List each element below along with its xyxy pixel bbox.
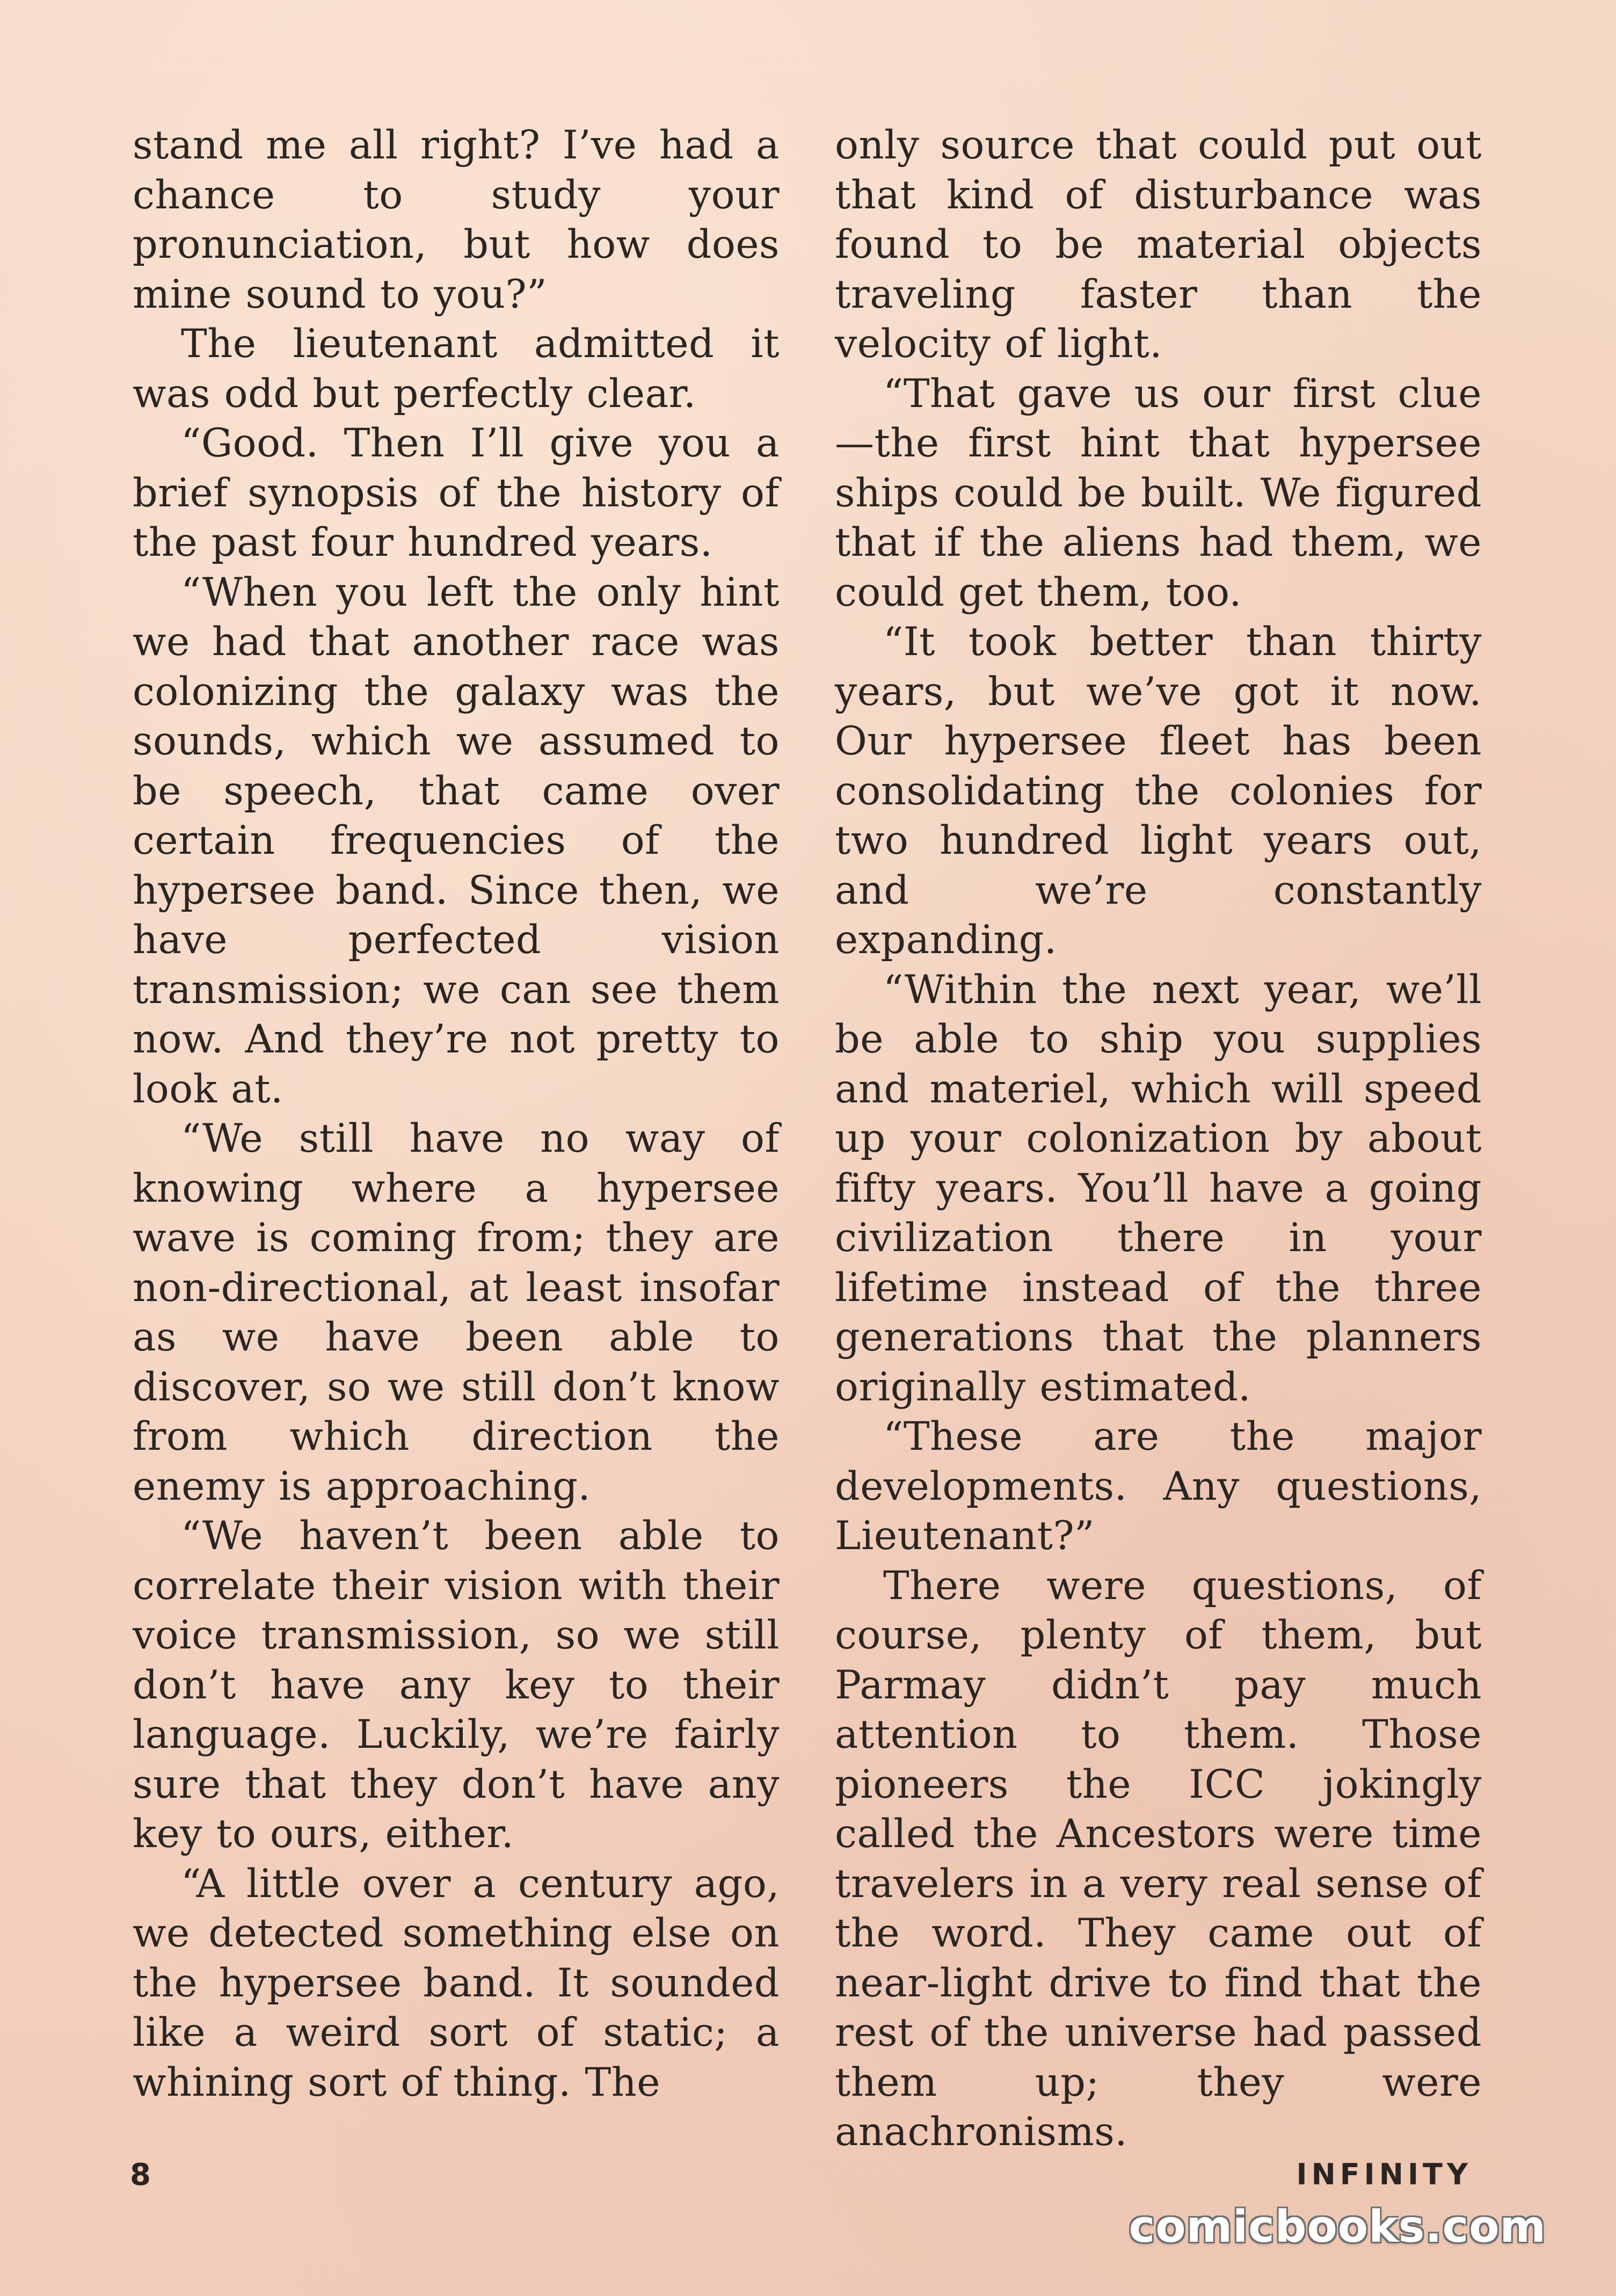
paragraph: “These are the major developments. Any questions, Lieutenant?” — [835, 1414, 1482, 1559]
page-number: 8 — [130, 2157, 151, 2192]
paragraph: only source that could put out that kind of disturbance was found to be material objects traveling faster than the velocity of light. — [835, 122, 1482, 367]
paragraph: “Good. Then I’ll give you a brief synopsis of the history of the past four hundred years. — [133, 420, 780, 565]
paragraph: “When you left the only hint we had that another race was colonizing the galaxy was the sounds, which we assumed to be speech, that came over certain frequencies of the hypersee band. Since then, we have perfected vision transmission; we can see them now. And they’re not pretty to look at. — [133, 569, 780, 1112]
magazine-title: INFINITY — [1296, 2157, 1472, 2191]
paragraph: “We still have no way of knowing where a hypersee wave is coming from; they are non-directional, at least insofar as we have been able to discover, so we still don’t know from which direction the enemy is approaching. — [133, 1116, 780, 1509]
paragraph: “We haven’t been able to correlate their vision with their voice transmission, so we still don’t have any key to their language. Luckily, we’re fairly sure that they don’t have any key to ours, either. — [133, 1513, 780, 1857]
left-text-column — [133, 121, 780, 2108]
paragraph: “That gave us our first clue —the first hint that hypersee ships could be built. We figured that if the aliens had them, we could get them, too. — [835, 370, 1482, 615]
paragraph: “It took better than thirty years, but we’ve got it now. Our hypersee fleet has been consolidating the colonies for two hundred light years out, and we’re constantly expanding. — [835, 619, 1482, 963]
paragraph: “Within the next year, we’ll be able to ship you supplies and materiel, which will speed up your colonization by about fifty years. You’ll have a going civilization there in your lifetime instead of the three generations that the planners originally estimated. — [835, 967, 1482, 1410]
paragraph: The lieutenant admitted it was odd but perfectly clear. — [133, 321, 780, 417]
paragraph: There were questions, of course, plenty of them, but Parmay didn’t pay much attention to them. Those pioneers the ICC jokingly called the Ancestors were time travelers in a very real sense of the word. They came out of near-light drive to find that the rest of the universe had passed them up; they were anachronisms. — [835, 1563, 1482, 2155]
watermark: comicbooks.com — [1129, 2201, 1546, 2253]
paragraph: “A little over a century ago, we detected something else on the hypersee band. It sounded like a weird sort of static; a whining sort of thing. The — [133, 1861, 780, 2105]
paragraph: stand me all right? I’ve had a chance to study your pronunciation, but how does mine sound to you?” — [133, 122, 780, 317]
right-text-column — [835, 121, 1482, 2157]
